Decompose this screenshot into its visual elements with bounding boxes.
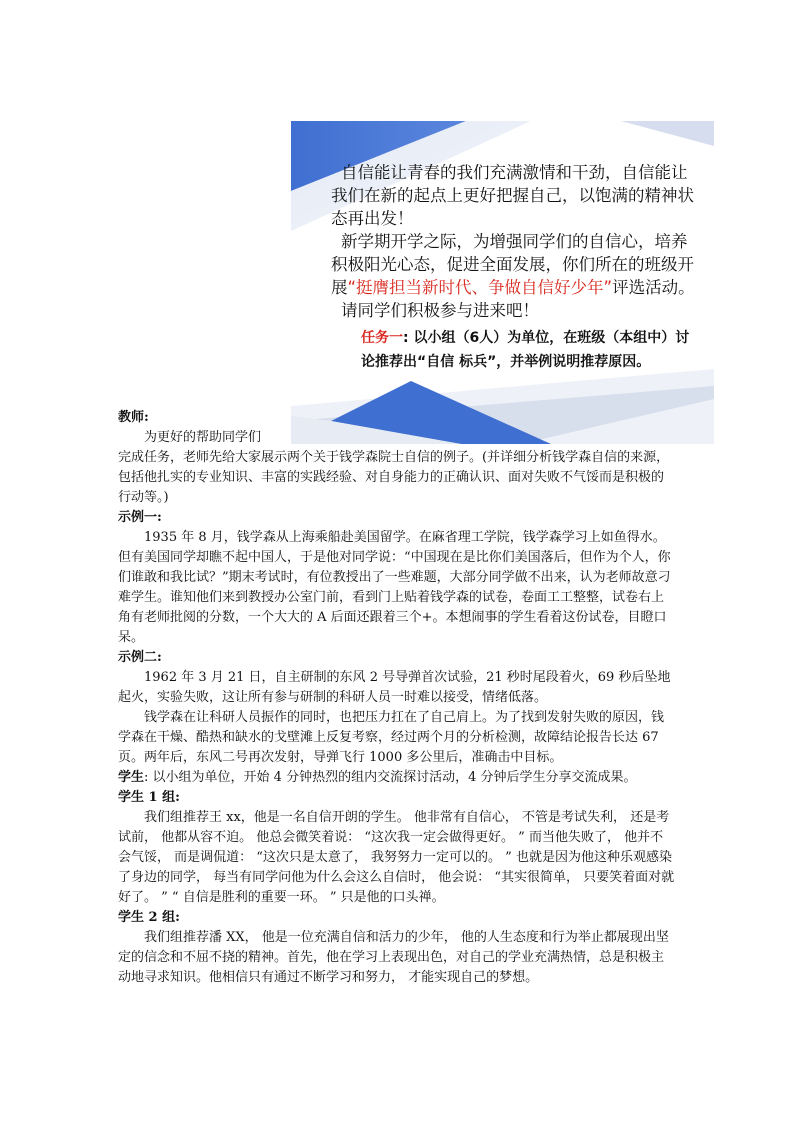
banner-line-3: 请同学们积极参与进来吧！ [341,301,539,320]
example-2-label: 示例二: [118,650,162,665]
group-2-text: 我们组推荐潘 XX， 他是一位充满自信和活力的少年， 他的人生态度和行为举止都展现出坚定的信念和不屈不挠的精神。首先，他在学习上表现出色，对自己的学业充满热情，总是积极主动地寻求知识。他相信只有通过不断学习和努力， 才能实现自己的梦想。 [118,930,669,985]
banner-line-2 [331,230,701,299]
teacher-intro-start: 为更好的帮助同学们 [144,430,262,445]
example-2-paragraph-1: 1962 年 3 月 21 日，自主研制的东风 2 号导弹首次试验，21 秒时尾段着火，69 秒后坠地起火，实验失败，这让所有参与研制的科研人员一时难以接受，情绪低落。 [118,670,671,705]
group-1-text: 我们组推荐王 xx，他是一名自信开朗的学生。 他非常有自信心， 不管是考试失利， 还是考试前， 他都从容不迫。 他总会微笑着说： “这次我一定会做得更好。 ” 而当他失败了， 他并不会气馁， 而是调侃道： “这次只是太意了， 我努努力一定可以的。 ” 也就是因为他这种乐观感染了身边的同学， 每当有同学问他为什么会这么自信时， 他会说： “其实很简单， 只要笑着面对就好了。 ” “ 自信是胜利的重要一环。 ” 只是他的口头禅。 [118,810,675,905]
example-1-label: 示例一: [118,510,162,525]
banner-line-2-text: 新学期开学之际，为增强同学们的自信心，培养积极阳光心态，促进全面发展，你们所在的班级开展 [331,232,694,297]
teacher-label: 教师: [118,410,149,425]
task-text: : 以小组（6人）为单位，在班级（本组中）讨论推荐出“自信 标兵”，并举例说明推荐原因。 [361,330,690,370]
lesson-body [118,408,676,988]
students-label: 学生 [118,770,145,785]
banner-top-right-accent [621,121,714,146]
teacher-intro-rest: 完成任务，老师先给大家展示两个关于钱学森院士自信的例子。(并详细分析钱学森自信的来源，包括他扎实的专业知识、丰富的实践经验、对自身能力的正确认识、面对失败不气馁而是积极的行动等。) [118,450,670,505]
banner-line-2-end: 评选活动。 [612,278,695,297]
task-one [361,326,701,374]
group-2-label: 学生 2 组: [118,910,180,925]
activity-banner [291,121,714,444]
activity-name-highlight: “挺膺担当新时代、争做自信好少年” [347,278,613,297]
example-2-paragraph-2: 钱学森在让科研人员振作的同时，也把压力扛在了自己肩上。为了找到发射失败的原因，钱学森在干燥、酷热和缺水的戈壁滩上反复考察，经过两个月的分析检测，故障结论报告长达 67 页。两年后，东风二号再次发射，导弹飞行 1000 多公里后，准确击中目标。 [118,710,665,765]
task-label: 任务一 [361,330,403,346]
banner-message [331,161,701,322]
group-1-label: 学生 1 组: [118,790,180,805]
banner-line-1: 自信能让青春的我们充满激情和干劲，自信能让我们在新的起点上更好把握自己，以饱满的精神状态再出发！ [331,163,694,228]
students-text: : 以小组为单位，开始 4 分钟热烈的组内交流探讨活动，4 分钟后学生分享交流成果。 [144,770,637,785]
students-instruction [118,768,676,788]
example-1-text: 1935 年 8 月，钱学森从上海乘船赴美国留学。在麻省理工学院，钱学森学习上如鱼得水。但有美国同学却瞧不起中国人，于是他对同学说：“中国现在是比你们美国落后，但作为个人，你们谁敢和我比试？”期末考试时，有位教授出了一些难题，大部分同学做不出来，认为老师故意刁难学生。谁知他们来到教授办公室门前，看到门上贴着钱学森的试卷，卷面工工整整，试卷右上角有老师批阅的分数，一个大大的 A 后面还跟着三个+。本想闹事的学生看着这份试卷，目瞪口呆。 [118,530,671,645]
